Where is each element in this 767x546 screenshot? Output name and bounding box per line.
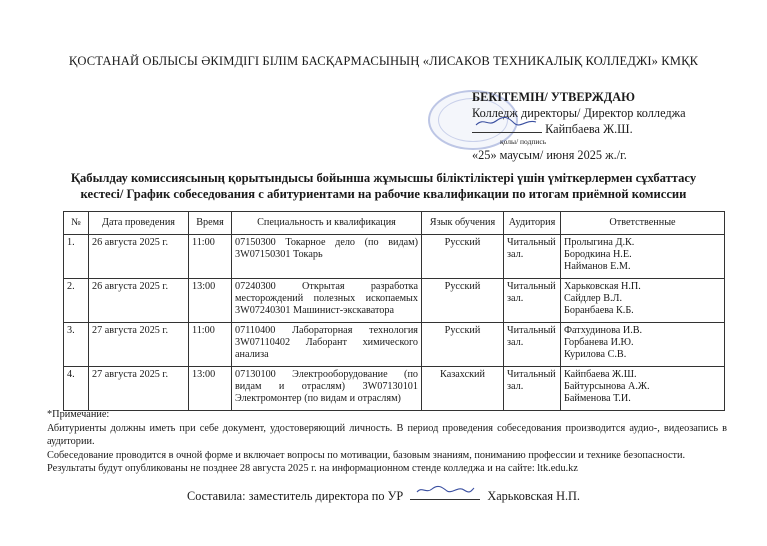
cell-responsible bbox=[561, 235, 725, 279]
cell-specialty: 07240300 Открытая разработка месторождений полезных ископаемых 3W07240301 Машинист-экскаватора bbox=[232, 279, 422, 323]
responsible-person: Байтурсынова А.Ж. bbox=[564, 381, 650, 392]
signature-caption: қолы/ подпись bbox=[500, 137, 547, 146]
table-row bbox=[64, 279, 725, 323]
approval-date: «25» маусым/ июня 2025 ж./г. bbox=[472, 148, 627, 162]
table-header-row bbox=[64, 212, 725, 235]
column-header: № bbox=[64, 212, 89, 235]
responsible-person: Кайпбаева Ж.Ш. bbox=[564, 369, 637, 380]
cell-time: 11:00 bbox=[189, 235, 232, 279]
cell-time: 11:00 bbox=[189, 323, 232, 367]
cell-date: 27 августа 2025 г. bbox=[89, 323, 189, 367]
cell-number: 3. bbox=[64, 323, 89, 367]
responsible-person: Горбанева И.Ю. bbox=[564, 337, 634, 348]
cell-room: Читальный зал. bbox=[504, 367, 561, 411]
approval-heading: БЕКІТЕМІН/ УТВЕРЖДАЮ bbox=[472, 90, 635, 104]
table-row bbox=[64, 323, 725, 367]
deputy-signature bbox=[410, 488, 480, 500]
note-paragraph: Собеседование проводится в очной форме и включает вопросы по мотивации, базовым знаниям, пониманию профессии и технике безопасности. bbox=[47, 449, 686, 461]
responsible-person: Сайдлер В.Л. bbox=[564, 293, 622, 304]
responsible-person: Пролыгина Д.К. bbox=[564, 237, 635, 248]
cell-time: 13:00 bbox=[189, 279, 232, 323]
cell-date: 26 августа 2025 г. bbox=[89, 279, 189, 323]
cell-specialty: 07150300 Токарное дело (по видам) 3W07150301 Токарь bbox=[232, 235, 422, 279]
responsible-person: Бородкина Н.Е. bbox=[564, 249, 632, 260]
composed-by bbox=[0, 488, 767, 504]
cell-language: Казахский bbox=[422, 367, 504, 411]
cell-room: Читальный зал. bbox=[504, 235, 561, 279]
document-title bbox=[40, 170, 727, 202]
cell-time: 13:00 bbox=[189, 367, 232, 411]
schedule-table bbox=[63, 211, 725, 411]
cell-number: 4. bbox=[64, 367, 89, 411]
cell-room: Читальный зал. bbox=[504, 279, 561, 323]
cell-responsible bbox=[561, 323, 725, 367]
cell-specialty: 07110400 Лабораторная технология 3W07110402 Лаборант химического анализа bbox=[232, 323, 422, 367]
composed-name: Харьковская Н.П. bbox=[487, 489, 580, 503]
cell-responsible bbox=[561, 367, 725, 411]
notes-block bbox=[47, 408, 727, 476]
approval-block bbox=[472, 89, 732, 163]
responsible-person: Найманов Е.М. bbox=[564, 261, 631, 272]
approval-signature-row bbox=[472, 121, 732, 137]
note-paragraph: Результаты будут опубликованы не позднее 28 августа 2025 г. на информационном стенде колледжа и на сайте: ltk.edu.kz bbox=[47, 463, 578, 474]
column-header: Язык обучения bbox=[422, 212, 504, 235]
column-header: Время bbox=[189, 212, 232, 235]
organization-title: ҚОСТАНАЙ ОБЛЫСЫ ӘКІМДІГІ БІЛІМ БАСҚАРМАСЫНЫҢ «ЛИСАКОВ ТЕХНИКАЛЫҚ КОЛЛЕДЖІ» КМҚК bbox=[68, 54, 699, 68]
responsible-person: Боранбаева К.Б. bbox=[564, 305, 634, 316]
cell-language: Русский bbox=[422, 323, 504, 367]
cell-number: 1. bbox=[64, 235, 89, 279]
cell-room: Читальный зал. bbox=[504, 323, 561, 367]
approval-name: Кайпбаева Ж.Ш. bbox=[545, 122, 633, 136]
cell-language: Русский bbox=[422, 235, 504, 279]
column-header: Специальность и квалификация bbox=[232, 212, 422, 235]
table-row bbox=[64, 367, 725, 411]
responsible-person: Фатхудинова И.В. bbox=[564, 325, 643, 336]
column-header: Дата проведения bbox=[89, 212, 189, 235]
column-header: Аудитория bbox=[504, 212, 561, 235]
approval-position: Колледж директоры/ Директор колледжа bbox=[472, 106, 686, 120]
table-row bbox=[64, 235, 725, 279]
director-signature bbox=[472, 121, 542, 133]
notes-heading: *Примечание: bbox=[47, 409, 110, 420]
cell-specialty: 07130100 Электрооборудование (по видам и отраслям) 3W07130101 Электромонтер (по видам и отраслям) bbox=[232, 367, 422, 411]
note-paragraph: Абитуриенты должны иметь при себе документ, удостоверяющий личность. В период проведения собеседования производится аудио-, видеозапись в аудитории. bbox=[47, 422, 727, 447]
responsible-person: Курилова С.В. bbox=[564, 349, 627, 360]
composed-label: Составила: заместитель директора по УР bbox=[187, 489, 404, 503]
responsible-person: Харьковская Н.П. bbox=[564, 281, 641, 292]
cell-number: 2. bbox=[64, 279, 89, 323]
document-title-line-1: Қабылдау комиссиясының қорытындысы бойынша жұмысшы біліктіліктері үшін үміткерлермен сұхбаттасу bbox=[70, 171, 697, 185]
document-title-line-2: кестесі/ График собеседования с абитуриентами на рабочие квалификации по итогам приёмной комиссии bbox=[80, 187, 687, 201]
cell-language: Русский bbox=[422, 279, 504, 323]
cell-responsible bbox=[561, 279, 725, 323]
column-header: Ответственные bbox=[561, 212, 725, 235]
cell-date: 26 августа 2025 г. bbox=[89, 235, 189, 279]
responsible-person: Байменова Т.И. bbox=[564, 393, 631, 404]
cell-date: 27 августа 2025 г. bbox=[89, 367, 189, 411]
